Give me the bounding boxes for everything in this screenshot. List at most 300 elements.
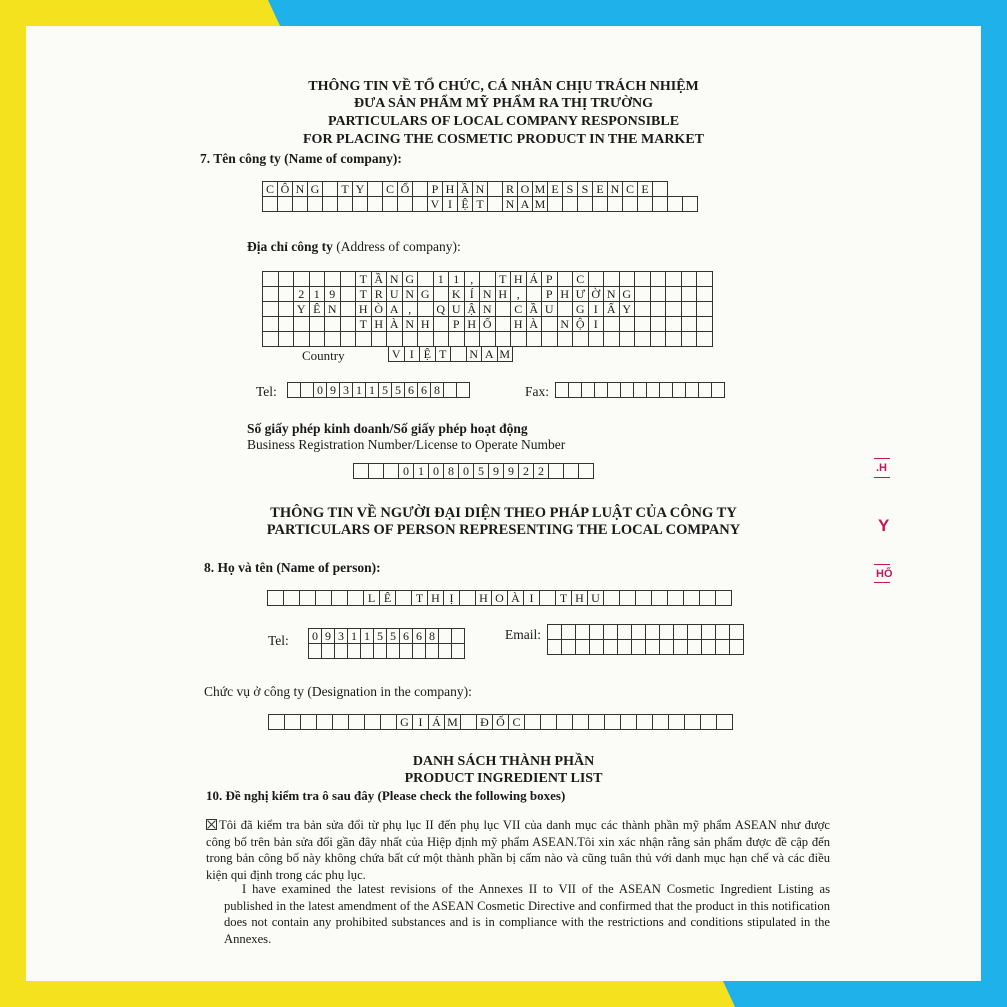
header-line-3: PARTICULARS OF LOCAL COMPANY RESPONSIBLE bbox=[327, 114, 680, 129]
char-box: N bbox=[480, 287, 496, 302]
char-box: M bbox=[533, 197, 548, 212]
char-box bbox=[604, 640, 618, 655]
char-box: L bbox=[364, 591, 380, 606]
char-box: T bbox=[412, 591, 428, 606]
char-box bbox=[635, 302, 651, 317]
char-box: T bbox=[556, 591, 572, 606]
char-box: G bbox=[418, 287, 434, 302]
char-box bbox=[317, 715, 333, 730]
char-box bbox=[294, 272, 310, 287]
char-box bbox=[697, 302, 713, 317]
char-box bbox=[588, 332, 604, 347]
char-box bbox=[338, 197, 353, 212]
char-box: N bbox=[480, 302, 496, 317]
char-box bbox=[681, 302, 697, 317]
declaration-vi: Tôi đã kiểm tra bản sửa đổi từ phụ lục II đến phụ lục VII của danh mục các thành phần mỹ phẩm ASEAN như được công bố trên bản sửa đổi gần đây nhất của Hiệp định mỹ phẩm ASEAN.Tôi xin xác nhận rằng sản phẩm được đề cập đến trong bản công bố này không chứa bất cứ một thành phần bị cấm nào và cũng tuân thủ với danh mục hạn chế và các điều kiện qui định trong các phụ lục. bbox=[206, 818, 830, 882]
char-box bbox=[716, 591, 732, 606]
char-box: U bbox=[588, 591, 604, 606]
char-box bbox=[278, 317, 294, 332]
char-box bbox=[619, 332, 635, 347]
char-box bbox=[418, 302, 434, 317]
char-box bbox=[569, 383, 582, 398]
char-box: Y bbox=[294, 302, 310, 317]
char-box: A bbox=[387, 302, 403, 317]
char-box: I bbox=[588, 302, 604, 317]
char-box bbox=[325, 332, 341, 347]
char-box: M bbox=[445, 715, 461, 730]
grid-row bbox=[288, 383, 470, 398]
char-box: Ộ bbox=[573, 317, 589, 332]
char-box bbox=[564, 464, 579, 479]
char-box: 2 bbox=[294, 287, 310, 302]
char-box: G bbox=[402, 272, 418, 287]
char-box: H bbox=[495, 287, 511, 302]
char-box bbox=[387, 332, 403, 347]
char-box: 1 bbox=[414, 464, 429, 479]
char-box: A bbox=[518, 197, 533, 212]
char-box bbox=[526, 287, 542, 302]
char-box: N bbox=[325, 302, 341, 317]
char-box: 8 bbox=[444, 464, 459, 479]
char-box: 5 bbox=[379, 383, 392, 398]
char-box bbox=[540, 591, 556, 606]
char-box bbox=[557, 332, 573, 347]
char-box: Ị bbox=[444, 591, 460, 606]
grid-row bbox=[309, 629, 465, 644]
char-box: Á bbox=[429, 715, 445, 730]
char-box bbox=[684, 591, 700, 606]
char-box bbox=[548, 640, 562, 655]
char-box bbox=[452, 629, 465, 644]
char-box bbox=[340, 287, 356, 302]
char-box bbox=[578, 197, 593, 212]
char-box: Ầ bbox=[371, 272, 387, 287]
person-name-label: 8. Họ và tên (Name of person): bbox=[204, 560, 381, 575]
char-box: 5 bbox=[392, 383, 405, 398]
char-box: H bbox=[511, 317, 527, 332]
char-box bbox=[650, 332, 666, 347]
char-box bbox=[525, 715, 541, 730]
license-label-en: Business Registration Number/License to Operate Number bbox=[247, 437, 566, 452]
char-box bbox=[582, 383, 595, 398]
char-box bbox=[293, 197, 308, 212]
char-box bbox=[452, 644, 465, 659]
grid-row bbox=[263, 302, 713, 317]
char-box bbox=[637, 715, 653, 730]
char-box: R bbox=[503, 182, 518, 197]
char-box: U bbox=[387, 287, 403, 302]
char-box: U bbox=[449, 302, 465, 317]
char-box: Ư bbox=[573, 287, 589, 302]
char-box bbox=[461, 715, 477, 730]
grid-row bbox=[263, 332, 713, 347]
char-box bbox=[573, 715, 589, 730]
char-box bbox=[309, 332, 325, 347]
char-box: 6 bbox=[413, 629, 426, 644]
char-box bbox=[374, 644, 387, 659]
char-box: C bbox=[509, 715, 525, 730]
char-box: O bbox=[518, 182, 533, 197]
company-tel-label: Tel: bbox=[256, 384, 277, 399]
char-box bbox=[666, 302, 682, 317]
char-box bbox=[685, 715, 701, 730]
char-box: Ầ bbox=[458, 182, 473, 197]
char-box bbox=[576, 625, 590, 640]
char-box bbox=[623, 197, 638, 212]
char-box bbox=[413, 182, 428, 197]
license-number-grid bbox=[353, 463, 594, 479]
char-box: Đ bbox=[477, 715, 493, 730]
char-box bbox=[426, 644, 439, 659]
char-box bbox=[278, 332, 294, 347]
char-box: 2 bbox=[519, 464, 534, 479]
char-box bbox=[716, 625, 730, 640]
char-box: H bbox=[418, 317, 434, 332]
char-box: 9 bbox=[325, 287, 341, 302]
grid-row bbox=[309, 644, 465, 659]
char-box: 0 bbox=[459, 464, 474, 479]
char-box: Y bbox=[619, 302, 635, 317]
char-box bbox=[632, 640, 646, 655]
char-box bbox=[619, 317, 635, 332]
char-box: 1 bbox=[348, 629, 361, 644]
char-box bbox=[353, 197, 368, 212]
char-box bbox=[595, 383, 608, 398]
char-box: H bbox=[476, 591, 492, 606]
company-tel-grid bbox=[287, 382, 470, 398]
char-box bbox=[387, 644, 400, 659]
char-box bbox=[674, 640, 688, 655]
char-box bbox=[702, 640, 716, 655]
char-box bbox=[590, 625, 604, 640]
char-box: 6 bbox=[418, 383, 431, 398]
header-line-2: ĐƯA SẢN PHẨM MỸ PHẨM RA THỊ TRƯỜNG bbox=[353, 96, 654, 111]
char-box bbox=[300, 591, 316, 606]
char-box bbox=[413, 197, 428, 212]
char-box bbox=[666, 332, 682, 347]
ingredient-heading-2: PRODUCT INGREDIENT LIST bbox=[404, 771, 603, 786]
char-box bbox=[354, 464, 369, 479]
char-box: N bbox=[473, 182, 488, 197]
char-box: H bbox=[557, 287, 573, 302]
char-box bbox=[488, 197, 503, 212]
char-box: À bbox=[526, 317, 542, 332]
char-box bbox=[333, 715, 349, 730]
grid-row bbox=[263, 182, 698, 197]
declaration-en: I have examined the latest revisions of the Annexes II to VII of the ASEAN Cosmetic Ingredient Listing as published in the latest amendment of the ASEAN Cosmetic Directive and confirmed that the product in this notification does not contain any prohibited substances and is in compliance with the restrictions and conditions stipulated in the Annexes. bbox=[224, 882, 830, 946]
person-tel-label: Tel: bbox=[268, 633, 289, 648]
char-box: Ê bbox=[309, 302, 325, 317]
person-tel-grid bbox=[308, 628, 465, 659]
char-box: Ổ bbox=[398, 182, 413, 197]
char-box: 6 bbox=[405, 383, 418, 398]
char-box bbox=[368, 182, 383, 197]
char-box: N bbox=[466, 347, 482, 362]
char-box: E bbox=[593, 182, 608, 197]
char-box bbox=[548, 625, 562, 640]
char-box bbox=[449, 332, 465, 347]
char-box bbox=[365, 715, 381, 730]
char-box: , bbox=[402, 302, 418, 317]
char-box bbox=[590, 640, 604, 655]
char-box bbox=[618, 640, 632, 655]
char-box bbox=[646, 640, 660, 655]
char-box: S bbox=[563, 182, 578, 197]
country-value bbox=[388, 346, 513, 362]
char-box bbox=[495, 332, 511, 347]
designation-label: Chức vụ ở công ty (Designation in the company): bbox=[204, 684, 472, 699]
char-box bbox=[686, 383, 699, 398]
char-box: T bbox=[435, 347, 451, 362]
grid-row bbox=[263, 317, 713, 332]
char-box: V bbox=[428, 197, 443, 212]
char-box bbox=[348, 591, 364, 606]
char-box: M bbox=[497, 347, 513, 362]
char-box: 0 bbox=[314, 383, 327, 398]
char-box bbox=[301, 715, 317, 730]
char-box bbox=[294, 317, 310, 332]
char-box: Q bbox=[433, 302, 449, 317]
char-box bbox=[688, 625, 702, 640]
char-box: Ê bbox=[380, 591, 396, 606]
stamp-line-3 bbox=[874, 564, 890, 565]
char-box: 8 bbox=[431, 383, 444, 398]
char-box: 9 bbox=[504, 464, 519, 479]
char-box bbox=[557, 715, 573, 730]
char-box: 8 bbox=[426, 629, 439, 644]
char-box: Ô bbox=[278, 182, 293, 197]
char-box bbox=[653, 197, 668, 212]
grid-row bbox=[268, 591, 732, 606]
char-box: 5 bbox=[374, 629, 387, 644]
char-box bbox=[322, 644, 335, 659]
char-box bbox=[653, 715, 669, 730]
char-box: E bbox=[548, 182, 563, 197]
char-box bbox=[668, 197, 683, 212]
char-box: Ấ bbox=[604, 302, 620, 317]
header-line-1: THÔNG TIN VỀ TỔ CHỨC, CÁ NHÂN CHỊU TRÁCH NHIỆM bbox=[308, 79, 699, 94]
char-box bbox=[451, 347, 467, 362]
char-box: N bbox=[402, 317, 418, 332]
char-box bbox=[699, 383, 712, 398]
grid-row bbox=[548, 625, 744, 640]
char-box bbox=[541, 715, 557, 730]
grid-row bbox=[263, 197, 698, 212]
person-name-grid bbox=[267, 590, 732, 606]
char-box bbox=[621, 383, 634, 398]
grid-row bbox=[354, 464, 594, 479]
grid-row bbox=[548, 640, 744, 655]
char-box bbox=[604, 625, 618, 640]
char-box: V bbox=[389, 347, 405, 362]
char-box bbox=[349, 715, 365, 730]
license-label: Số giấy phép kinh doanh/Số giấy phép hoạt động bbox=[247, 421, 528, 436]
char-box: 1 bbox=[353, 383, 366, 398]
char-box: T bbox=[356, 272, 372, 287]
char-box bbox=[335, 644, 348, 659]
char-box bbox=[589, 715, 605, 730]
char-box: 2 bbox=[534, 464, 549, 479]
grid-row bbox=[269, 715, 733, 730]
char-box bbox=[495, 317, 511, 332]
char-box bbox=[549, 464, 564, 479]
char-box bbox=[294, 332, 310, 347]
char-box: 9 bbox=[489, 464, 504, 479]
char-box bbox=[340, 317, 356, 332]
char-box: O bbox=[492, 591, 508, 606]
char-box: T bbox=[356, 317, 372, 332]
char-box: C bbox=[573, 272, 589, 287]
char-box: C bbox=[511, 302, 527, 317]
char-box bbox=[263, 272, 279, 287]
char-box: 3 bbox=[335, 629, 348, 644]
char-box bbox=[439, 644, 452, 659]
char-box bbox=[632, 625, 646, 640]
char-box bbox=[562, 625, 576, 640]
char-box: I bbox=[413, 715, 429, 730]
char-box: U bbox=[542, 302, 558, 317]
representative-heading-2: PARTICULARS OF PERSON REPRESENTING THE LOCAL COMPANY bbox=[266, 522, 741, 538]
stamp-line-2 bbox=[874, 477, 890, 478]
char-box bbox=[579, 464, 594, 479]
char-box bbox=[340, 332, 356, 347]
char-box bbox=[396, 591, 412, 606]
char-box bbox=[683, 197, 698, 212]
company-address-grid bbox=[262, 271, 713, 347]
ingredient-heading-1: DANH SÁCH THÀNH PHẦN bbox=[412, 754, 595, 769]
char-box bbox=[635, 317, 651, 332]
char-box bbox=[730, 625, 744, 640]
char-box bbox=[608, 197, 623, 212]
char-box bbox=[650, 272, 666, 287]
char-box bbox=[634, 383, 647, 398]
designation-grid bbox=[268, 714, 733, 730]
stamp-fragment-1: .H bbox=[876, 462, 887, 474]
char-box: Ố bbox=[480, 317, 496, 332]
char-box: 1 bbox=[361, 629, 374, 644]
char-box bbox=[278, 287, 294, 302]
char-box: A bbox=[482, 347, 498, 362]
char-box bbox=[323, 197, 338, 212]
char-box: N bbox=[503, 197, 518, 212]
char-box: P bbox=[428, 182, 443, 197]
char-box: H bbox=[572, 591, 588, 606]
char-box bbox=[701, 715, 717, 730]
char-box bbox=[618, 625, 632, 640]
char-box bbox=[697, 287, 713, 302]
char-box bbox=[556, 383, 569, 398]
char-box bbox=[542, 332, 558, 347]
char-box: H bbox=[443, 182, 458, 197]
char-box bbox=[717, 715, 733, 730]
char-box bbox=[563, 197, 578, 212]
char-box bbox=[332, 591, 348, 606]
char-box: E bbox=[638, 182, 653, 197]
char-box bbox=[681, 272, 697, 287]
char-box: G bbox=[397, 715, 413, 730]
char-box bbox=[548, 197, 563, 212]
char-box bbox=[371, 332, 387, 347]
char-box bbox=[650, 287, 666, 302]
char-box: 5 bbox=[474, 464, 489, 479]
char-box bbox=[557, 272, 573, 287]
char-box bbox=[712, 383, 725, 398]
char-box bbox=[653, 182, 668, 197]
char-box bbox=[604, 332, 620, 347]
char-box bbox=[652, 591, 668, 606]
char-box bbox=[557, 302, 573, 317]
char-box bbox=[309, 317, 325, 332]
char-box: Í bbox=[464, 287, 480, 302]
char-box bbox=[588, 272, 604, 287]
char-box: 5 bbox=[387, 629, 400, 644]
char-box: T bbox=[356, 287, 372, 302]
stamp-fragment-2: Y bbox=[878, 516, 890, 535]
char-box bbox=[697, 332, 713, 347]
char-box bbox=[562, 640, 576, 655]
char-box bbox=[285, 715, 301, 730]
char-box: R bbox=[371, 287, 387, 302]
char-box: T bbox=[495, 272, 511, 287]
char-box bbox=[340, 272, 356, 287]
char-box bbox=[460, 591, 476, 606]
char-box bbox=[666, 272, 682, 287]
char-box bbox=[384, 464, 399, 479]
char-box bbox=[660, 640, 674, 655]
char-box: , bbox=[511, 287, 527, 302]
char-box: Ầ bbox=[526, 302, 542, 317]
char-box: C bbox=[263, 182, 278, 197]
char-box: T bbox=[473, 197, 488, 212]
char-box bbox=[700, 591, 716, 606]
grid-row bbox=[556, 383, 725, 398]
person-email-label: Email: bbox=[505, 627, 541, 642]
char-box: G bbox=[573, 302, 589, 317]
char-box: H bbox=[428, 591, 444, 606]
char-box bbox=[464, 332, 480, 347]
char-box: G bbox=[619, 287, 635, 302]
char-box bbox=[263, 287, 279, 302]
char-box bbox=[413, 644, 426, 659]
char-box bbox=[402, 332, 418, 347]
char-box bbox=[480, 272, 496, 287]
stamp-fragment-3: HỐ bbox=[876, 568, 893, 580]
char-box bbox=[702, 625, 716, 640]
char-box bbox=[308, 197, 323, 212]
char-box: 0 bbox=[309, 629, 322, 644]
char-box bbox=[620, 591, 636, 606]
person-email-grid bbox=[547, 624, 744, 655]
char-box: Ậ bbox=[464, 302, 480, 317]
char-box bbox=[381, 715, 397, 730]
char-box: Ệ bbox=[458, 197, 473, 212]
company-address-label: Địa chỉ công ty (Address of company): bbox=[247, 239, 461, 254]
char-box bbox=[650, 317, 666, 332]
check-boxes-label: 10. Đề nghị kiểm tra ô sau đây (Please check the following boxes) bbox=[206, 788, 566, 803]
char-box: N bbox=[387, 272, 403, 287]
char-box bbox=[278, 272, 294, 287]
char-box bbox=[668, 591, 684, 606]
checked-box-icon[interactable] bbox=[206, 819, 217, 830]
char-box: C bbox=[623, 182, 638, 197]
char-box bbox=[278, 197, 293, 212]
char-box: N bbox=[608, 182, 623, 197]
char-box: I bbox=[404, 347, 420, 362]
grid-row bbox=[389, 347, 513, 362]
char-box bbox=[340, 302, 356, 317]
char-box bbox=[316, 591, 332, 606]
char-box bbox=[660, 383, 673, 398]
